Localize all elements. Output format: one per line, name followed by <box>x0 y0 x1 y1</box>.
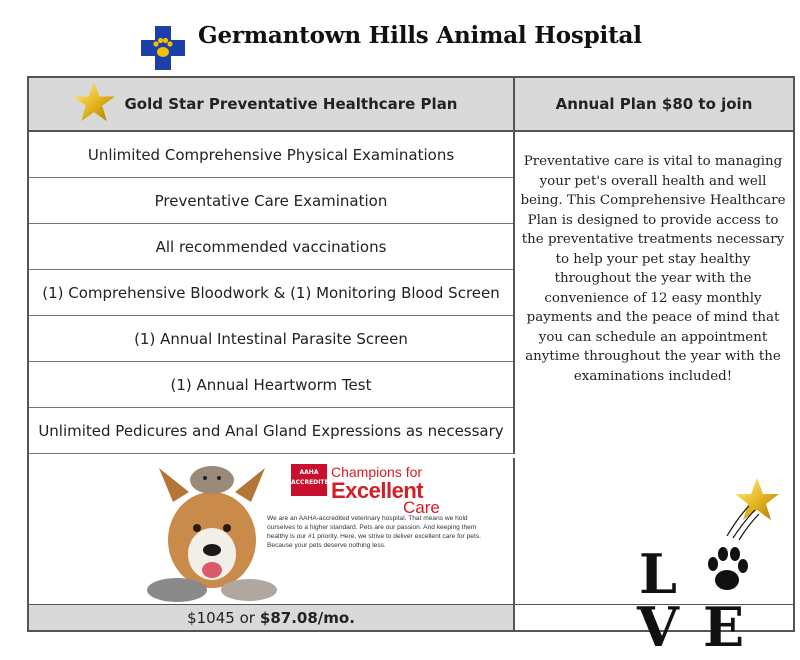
feature-row: Preventative Care Examination <box>29 178 513 224</box>
love-graphic <box>599 478 799 658</box>
feature-row: (1) Annual Intestinal Parasite Screen <box>29 316 513 362</box>
plan-table <box>27 76 795 658</box>
gold-star-icon <box>71 80 117 124</box>
feature-row: All recommended vaccinations <box>29 224 513 270</box>
champions-line-2: Excellent <box>331 478 424 503</box>
page-header <box>0 0 800 76</box>
love-letter-l: L <box>639 542 677 606</box>
feature-row: (1) Annual Heartworm Test <box>29 362 513 408</box>
love-letter-v: V <box>637 595 679 658</box>
price-monthly: $87.08/mo. <box>259 608 355 627</box>
divider <box>515 604 793 605</box>
price-total: $1045 or <box>187 608 255 627</box>
feature-row: Unlimited Comprehensive Physical Examinations <box>29 132 513 178</box>
aaha-promo <box>29 458 515 604</box>
plan-name-header <box>29 78 515 132</box>
feature-list <box>29 132 515 454</box>
annual-plan-label: Annual Plan $80 to join <box>555 95 753 113</box>
cross-paw-icon <box>139 24 187 72</box>
champions-line-3: Care <box>403 498 440 517</box>
plan-name-label: Gold Star Preventative Healthcare Plan <box>124 95 458 113</box>
love-letter-e: E <box>703 595 745 658</box>
plan-description: Preventative care is vital to managing your pet's overall health and well being. This Comprehensive Healthcare Plan is designed to provide access to the preventative treatments necessary to help your pet stay healthy throughout the year with the convenience of 12 easy monthly payments and the peace of mind that you can schedule an appointment anytime throughout the year with the examinations included! <box>520 154 786 384</box>
champions-line-1: Champions for <box>331 464 423 480</box>
feature-row: (1) Comprehensive Bloodwork & (1) Monitoring Blood Screen <box>29 270 513 316</box>
aaha-badge: AAHA ACCREDITED <box>291 464 327 496</box>
hospital-title: Germantown Hills Animal Hospital <box>198 22 642 49</box>
dog-and-cats-image <box>137 462 287 602</box>
aaha-blurb: We are an AAHA-accredited veterinary hospital. That means we hold ourselves to a higher standard. Pets are our passion. And keeping them healthy is our #1 priority. Here, we strive to deliver excellent care for pets. Because your pets deserve nothing less. <box>267 515 481 549</box>
price-row <box>29 604 515 630</box>
paw-icon <box>708 547 748 590</box>
feature-row: Unlimited Pedicures and Anal Gland Expressions as necessary <box>29 408 513 454</box>
annual-plan-header <box>515 78 793 132</box>
